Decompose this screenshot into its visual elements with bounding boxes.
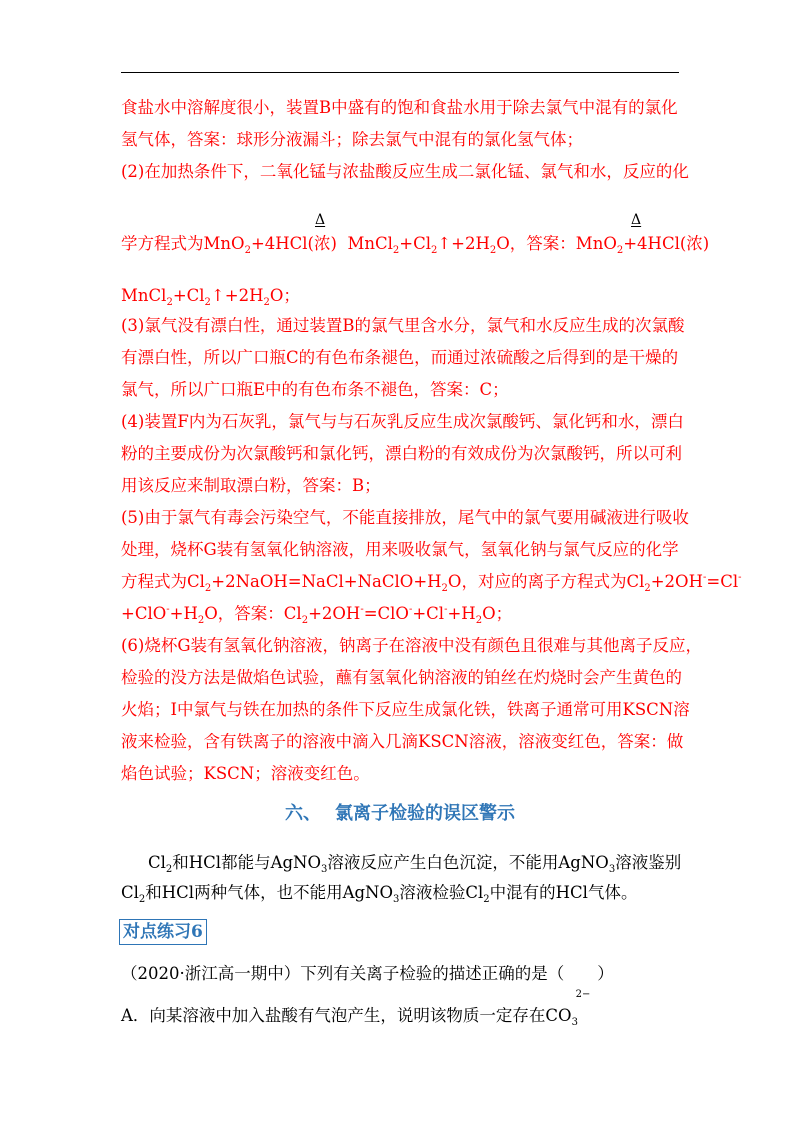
- answer-line-20: 焰色试验；KSCN；溶液变红色。: [121, 764, 370, 783]
- subscript: 2: [441, 583, 448, 594]
- subscript: 2: [197, 615, 205, 626]
- text-run: O，答案：MnO: [496, 234, 617, 253]
- subscript: 2: [483, 894, 490, 905]
- heating-condition-symbol: Δ: [315, 212, 326, 228]
- text-run: ↑+2H: [210, 286, 264, 305]
- subscript: 2: [616, 245, 624, 256]
- answer-line-6: (3)氯气没有漂白性，通过装置B的氯气里含水分，氯气和水反应生成的次氯酸: [121, 316, 685, 335]
- subscript: 3: [571, 1017, 578, 1028]
- text-run: +2NaOH=NaCl+NaClO+H: [211, 572, 442, 591]
- text-run: +4HCl(浓): [623, 234, 710, 253]
- text-run: ↑+2H: [437, 234, 490, 253]
- text-run: MnCl: [347, 234, 393, 253]
- superscript: -: [738, 572, 742, 583]
- body-line-2: [121, 882, 637, 904]
- option-a: [121, 989, 591, 1028]
- subscript: 2: [301, 615, 309, 626]
- superscript: -: [702, 572, 707, 583]
- text-run: +ClO: [121, 604, 167, 623]
- superscript: -: [166, 604, 170, 615]
- text-run: Cl: [148, 853, 166, 872]
- text-run: O；: [269, 286, 300, 305]
- subscript: 2: [430, 245, 438, 256]
- subscript: 2: [244, 245, 251, 256]
- text-run: Cl: [121, 883, 139, 902]
- answer-line-16: (6)烧杯G装有氢氧化钠溶液，钠离子在溶液中没有颜色且很难与其他离子反应，: [121, 636, 703, 655]
- option-a-text: A．向某溶液中加入盐酸有气泡产生，说明该物质一定存在CO: [121, 1006, 572, 1025]
- text-run: 方程式为Cl: [121, 572, 205, 591]
- answer-line-11: 用该反应来制取漂白粉，答案：B；: [121, 476, 381, 495]
- subscript: 2: [138, 894, 146, 905]
- text-run: +Cl: [399, 234, 431, 253]
- answer-line-15-equation: [121, 603, 512, 625]
- text-run: 溶液反应产生白色沉淀，不能用AgNO: [327, 853, 609, 872]
- text-run: +4HCl(浓): [250, 234, 337, 253]
- subscript: 2: [263, 297, 270, 308]
- answer-line-12: (5)由于氯气有毒会污染空气，不能直接排放，尾气中的氯气要用碱液进行吸收: [121, 508, 689, 527]
- charge-notation: 2− $_3$: [571, 989, 591, 1028]
- section-title: 氯离子检验的误区警示: [335, 803, 515, 824]
- text-run: =ClO: [363, 604, 409, 623]
- answer-line-18: 火焰；I中氯气与铁在加热的条件下反应生成氯化铁，铁离子通常可用KSCN溶: [121, 700, 690, 719]
- answer-line-7: 有漂白性，所以广口瓶C的有色布条褪色，而通过浓硫酸之后得到的是干燥的: [121, 348, 679, 367]
- text-run: O，答案：Cl: [204, 604, 302, 623]
- answer-line-14-equation: [121, 571, 742, 593]
- superscript: -: [444, 604, 448, 615]
- answer-line-8: 氯气，所以广口瓶E中的有色布条不褪色，答案：C；: [121, 380, 509, 399]
- subscript: 2: [475, 615, 483, 626]
- text-run: +Cl: [172, 286, 205, 305]
- subscript: 2: [489, 245, 497, 256]
- subscript: 2: [392, 245, 400, 256]
- text-run: O；: [482, 604, 513, 623]
- subscript: 2: [204, 297, 211, 308]
- answer-line-2: 氢气体，答案：球形分液漏斗；除去氯气中混有的氯化氢气体；: [121, 130, 583, 149]
- answer-line-10: 粉的主要成份为次氯酸钙和氯化钙，漂白粉的有效成份为次氯酸钙，所以可利: [121, 444, 682, 463]
- text-run: +2OH: [308, 604, 361, 623]
- subscript: 2: [165, 864, 173, 875]
- body-line-1: [148, 852, 681, 874]
- exercise-label: 对点练习6: [119, 919, 207, 945]
- question-stem: （2020·浙江高一期中）下列有关离子检验的描述正确的是（ ）: [121, 964, 614, 983]
- answer-line-5-equation: [121, 285, 300, 307]
- header-rule: [121, 72, 679, 73]
- answer-line-1: 食盐水中溶解度很小，装置B中盛有的饱和食盐水用于除去氯气中混有的氯化: [121, 98, 678, 117]
- text-run: 学方程式为MnO: [121, 234, 245, 253]
- text-run: MnCl: [121, 286, 167, 305]
- section-number: 六、: [285, 803, 321, 824]
- answer-line-4-equation: [121, 233, 709, 255]
- heating-condition-symbol: Δ: [631, 212, 642, 228]
- subscript: 2: [166, 297, 173, 308]
- subscript: 3: [393, 894, 400, 905]
- text-run: 溶液鉴别: [615, 853, 682, 872]
- answer-line-9: (4)装置F内为石灰乳，氯气与与石灰乳反应生成次氯酸钙、氯化钙和水，漂白: [121, 412, 684, 431]
- text-run: +H: [447, 604, 476, 623]
- text-run: O，对应的离子方程式为Cl: [447, 572, 645, 591]
- text-run: +Cl: [412, 604, 445, 623]
- text-run: 和HCl都能与AgNO: [172, 853, 322, 872]
- subscript: 3: [608, 864, 616, 875]
- text-run: 溶液检验Cl: [399, 883, 484, 902]
- subscript: 2: [204, 583, 212, 594]
- text-run: =Cl: [706, 572, 739, 591]
- subscript: 2: [644, 583, 651, 594]
- text-run: +2OH: [650, 572, 703, 591]
- text-run: +H: [169, 604, 198, 623]
- superscript: -: [408, 604, 413, 615]
- text-run: 中混有的HCl气体。: [489, 883, 638, 902]
- text-run: 和HCl两种气体，也不能用AgNO: [145, 883, 394, 902]
- section-heading: [0, 802, 800, 826]
- answer-line-13: 处理，烧杯G装有氢氧化钠溶液，用来吸收氯气，氢氧化钠与氯气反应的化学: [121, 540, 679, 559]
- answer-line-17: 检验的没方法是做焰色试验，蘸有氢氧化钠溶液的铂丝在灼烧时会产生黄色的: [121, 668, 682, 687]
- subscript: 3: [321, 864, 328, 875]
- superscript: -: [360, 604, 364, 615]
- answer-line-3: (2)在加热条件下，二氧化锰与浓盐酸反应生成二氯化锰、氯气和水，反应的化: [121, 162, 689, 181]
- answer-line-19: 液来检验，含有铁离子的溶液中滴入几滴KSCN溶液，溶液变红色，答案：做: [121, 732, 684, 751]
